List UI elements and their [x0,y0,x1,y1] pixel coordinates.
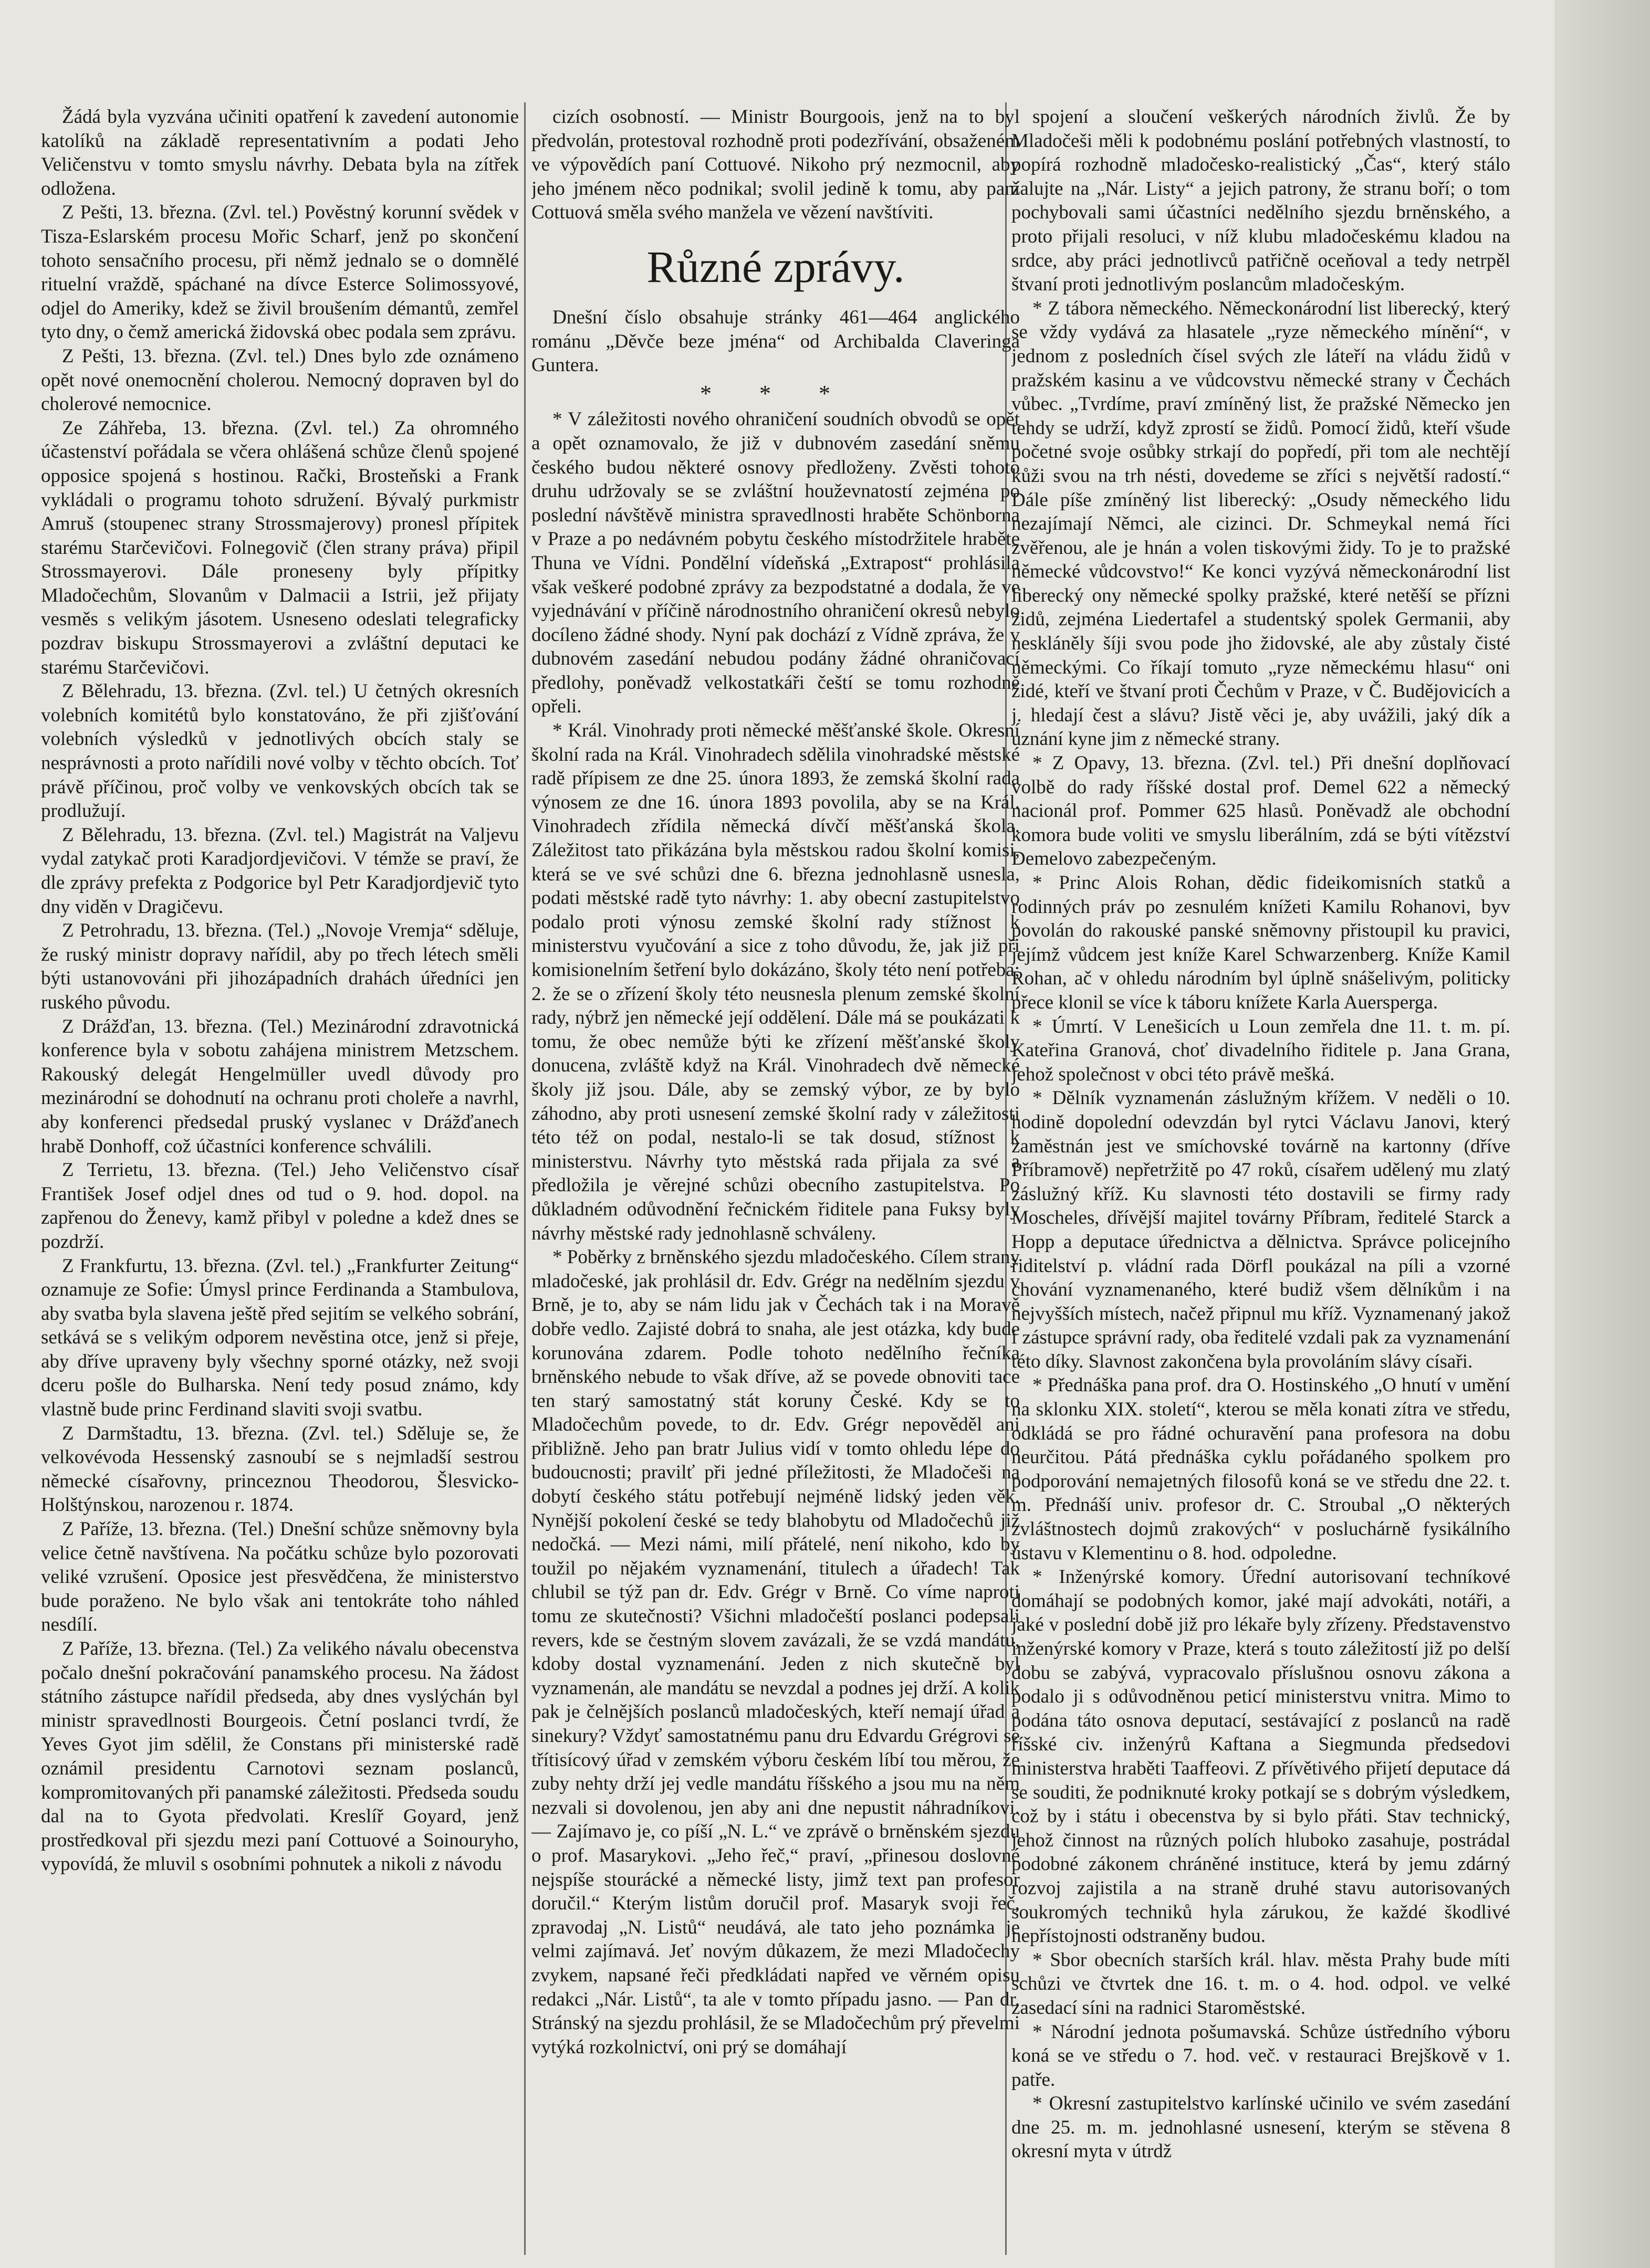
article-paragraph: * Král. Vinohrady proti německé měšťanské škole. Okresní školní rada na Král. Vinohradech sdělila vinohradské městské radě přípisem ze dne 25. února 1893, že zemská školní rada výnosem ze dne 16. února 1893 povolila, aby se na Král. Vinohradech zřídila německá dívčí měšťanská škola. Záležitost tato přikázána byla městskou radou školní komisi, která se ve své schůzi dne 6. března jednohlasně usnesla, podati městské radě tyto návrhy: 1. aby obecní zastupitelstvo podalo proti výnosu zemské školní rady stížnost k ministerstvu vyučování a sice z toho důvodu, že, jak již při komisionelním šetření bylo dokázáno, školy této není potřeba; 2. že se o zřízení školy této neusnesla plenum zemské školní rady, nýbrž jen německé její oddělení. Dále má se poukázati k tomu, že obec nemůže býti ke zřízení měšťanské školy donucena, zvláště když na Král. Vinohradech dvě německé školy již jsou. Dále, aby se zemský výbor, ze by bylo záhodno, aby proti usnesení zemské školní rady v záležitosti této též on podal, nestalo-li se tak dosud, stížnost k ministerstvu. Návrhy tyto městská rada přijala za své a předložila je věrejné schůzi obecního zastupitelstva. Po důkladném odůvodnění řečnickém řiditele pana Fuksy byly návrhy městské rady jednohlasně schváleny. [531,720,1020,1244]
article-paragraph: Z Drážďan, 13. března. (Tel.) Mezinárodní zdravotnická konference byla v sobotu zahájena ministrem Metzschem. Rakouský delegát Hengelmüller uvedl důvody pro mezinárodní se dohodnutí na ochranu proti choleře a navrhl, aby konferenci předsedal pruský vyslanec v Drážďanech hrabě Donhoff, což účastníci konference schválili. [41,1015,519,1157]
article-paragraph: * Princ Alois Rohan, dědic fideikomisních statků a rodinných práv po zesnulém knížeti Kamilu Rohanovi, byv povolán do rakouské panské sněmovny přistoupil ku pravici, jejímž vůdcem jest kníže Karel Schwarzenberg. Kníže Kamil Rohan, ač v ohledu národním byl úplně snášelivým, politicky přece klonil se více k táboru knížete Karla Auersperga. [1011,872,1510,1013]
paper-edge [1554,0,1650,2268]
article-paragraph: * Přednáška pana prof. dra O. Hostinského „O hnutí v umění na sklonku XIX. století“, kterou se měla konati zítra ve středu, odkládá se pro řádné ochuravění pana profesora na dobu neurčitou. Pátá přednáška cyklu pořádaného spolkem pro podporování nemajetných filosofů koná se ve středu dne 22. t. m. Přednáší univ. profesor dr. C. Stroubal „O některých zvláštnostech dojmů zrakových“ v posluchárně fysikálního ústavu v Klementinu o 8. hod. odpoledne. [1011,1374,1510,1564]
article-paragraph: * Z tábora německého. Německonárodní list liberecký, který se vždy vydává za hlasatele „ryze německého mínění“, v jednom z posledních čísel svých zle láteří na vládu židů v pražském kasinu a ve vůdcovstvu německé strany v Čechách vůbec. „Tvrdíme, praví zmíněný list, že pražské Německo jen tehdy se udrží, když zprostí se židů. Pomocí židů, kteří všude početné svoje osůbky strkají do popředí, při tom ale nechtějí kůži svou na trh nésti, dovedeme se zříci s největší radostí.“ Dále píše zmíněný list liberecký: „Osudy německého lidu nezajímají Němci, ale cizinci. Dr. Schmeykal nemá říci zvěřenou, ale je hnán a volen tiskovými židy. To je to pražské německé vůdcovstvo!“ Ke konci vyzývá německonárodní list liberecký ony německé spolky pražské, které netěší se přízni židů, zejména Liedertafel a studentský spolek Germanii, aby neskláněly šíji svou pode jho židovské, ale aby zůstaly čisté německými. Co říkají tomuto „ryze německému hlasu“ oni židé, kteří ve štvaní proti Čechům v Praze, v Č. Budějovicích a j. hledají čest a slávu? Jistě věci je, aby uvážili, jaký dík a uznání kyne jim z německé strany. [1011,297,1510,750]
column-rule-left [524,102,526,2255]
article-paragraph: Z Frankfurtu, 13. března. (Zvl. tel.) „Frankfurter Zeitung“ oznamuje ze Sofie: Úmysl prince Ferdinanda a Stambulova, aby svatba byla slavena ještě před sejitím se velkého sobrání, setkává se s velikým odporem nevěstina otce, jenž si přeje, aby dříve upraveny byly všechny sporné otázky, než svoji dceru pošle do Bulharska. Není tedy posud známo, kdy vlastně bude princ Ferdinand slaviti svoji svatbu. [41,1255,519,1421]
article-paragraph: * Sbor obecních starších král. hlav. města Prahy bude míti schůzi ve čtvrtek dne 16. t. m. o 4. hod. odpol. ve velké zasedací síni na radnici Staroměstské. [1011,1949,1510,2019]
article-paragraph: Z Bělehradu, 13. března. (Zvl. tel.) Magistrát na Valjevu vydal zatykač proti Karadjordjevičovi. V témže se praví, že dle zprávy prefekta z Podgorice byl Petr Karadjordjevič tyto dny viděn v Dragičevu. [41,824,519,918]
article-paragraph: cizích osobností. — Ministr Bourgoois, jenž na to byl předvolán, protestoval rozhodně proti podezřívání, obsaženém ve výpovědích paní Cottuové. Nikoho prý nezmocnil, aby jeho jménem něco podnikal; svolil jedině k tomu, aby paní Cottuová směla svého manžela ve vězení navštíviti. [531,106,1020,224]
article-paragraph: Z Paříže, 13. března. (Tel.) Za velikého návalu obecenstva počalo dnešní pokračování panamského procesu. Na žádost státního zástupce nařídil předseda, aby dnes vyslýchán byl ministr spravedlnosti Bourgeois. Četní poslanci tvrdí, že Yeves Gyot jim sdělil, že Constans při ministerské radě oznámil presidentu Carnotovi seznam poslanců, kompromitovaných při panamské záležitosti. Předseda soudu dal na to Gyota předvolati. Kreslíř Goyard, jenž prostředkoval při sjezdu mezi paní Cottuové a Soinouryho, vypovídá, že mluvil s osobními pohnutek a nikoli z návodu [41,1638,519,1875]
article-paragraph: Z Petrohradu, 13. března. (Tel.) „Novoje Vremja“ sděluje, že ruský ministr dopravy nařídil, aby po třech létech směli býti ustanovováni při jihozápadních drahách úředníci jen ruského původu. [41,920,519,1013]
article-paragraph: * Z Opavy, 13. března. (Zvl. tel.) Při dnešní doplňovací volbě do rady říšské dostal prof. Demel 622 a německý nacionál prof. Pommer 625 hlasů. Poněvadž ale obchodní komora bude voliti ve smyslu liberálním, zdá se býti vítězství Demelovo zabezpečeným. [1011,752,1510,870]
article-paragraph: Z Paříže, 13. března. (Tel.) Dnešní schůze sněmovny byla velice četně navštívena. Na počátku schůze bylo pozorovati veliké vzrušení. Oposice jest přesvědčena, že ministerstvo bude poraženo. Ne bylo však ani tentokráte toho náhled nesdílí. [41,1518,519,1636]
article-paragraph: Z Pešti, 13. března. (Zvl. tel.) Dnes bylo zde oznámeno opět nové onemocnění cholerou. Nemocný dopraven byl do cholerové nemocnice. [41,345,519,415]
issue-note: Dnešní číslo obsahuje stránky 461—464 anglického románu „Děvče beze jména“ od Archibalda Claveringa Guntera. [531,306,1020,376]
column-left [41,105,519,2252]
article-paragraph: * Národní jednota pošumavská. Schůze ústředního výboru koná se ve středu o 7. hod. več. v restauraci Brejškově v 1. patře. [1011,2021,1510,2091]
article-paragraph: Z Terrietu, 13. března. (Tel.) Jeho Veličenstvo císař František Josef odjel dnes od tud o 9. hod. dopol. na zapřenou do Ženevy, kamž přibyl v poledne a kdež dnes se pozdrží. [41,1159,519,1253]
article-paragraph: * V záležitosti nového ohraničení soudních obvodů se opět a opět oznamovalo, že již v dubnovém zasedání sněmu českého budou některé osnovy předloženy. Zvěsti tohoto druhu udržovaly se se zvláštní houževnatostí zejména po poslední návštěvě ministra spravedlnosti hraběte Schönborna v Praze a po nedávném pobytu českého místodržitele hraběte Thuna ve Vídni. Pondělní vídeňská „Extrapost“ prohlásila však veškeré podobné zprávy za bezpodstatné a dodala, že ve vyjednávání v příčině národnostního ohraničení okresů nebylo docíleno žádné shody. Nyní pak dochází z Vídně zpráva, že v dubnovém zasedání nebudou podány žádné ohraničovací předlohy, poněvadž velkostatkáři čeští se tomu rozhodně opřeli. [531,408,1020,718]
article-paragraph: Ze Záhřeba, 13. března. (Zvl. tel.) Za ohromného účastenství pořádala se včera ohlášená schůze členů spojené opposice spojená s hostinou. Rački, Brosteňski a Frank vykládali o programu tohoto sdružení. Bývalý purkmistr Amruš (stoupenec strany Strossmajerovy) pronesl přípitek starému Starčevičovi. Folnegovič (člen strany práva) připil Strossmayerovi. Dále proneseny byly přípitky Mladočechům, Slovanům v Dalmacii a Istrii, jež přijaty vesměs s velikým jásotem. Usneseno odeslati telegraficky pozdrav biskupu Strossmayerovi a zvláštní deputaci ke starému Starčevičovi. [41,417,519,678]
section-separator-stars: * * * [700,380,851,406]
article-paragraph: * Poběrky z brněnského sjezdu mladočeského. Cílem strany mladočeské, jak prohlásil dr. Edv. Grégr na nedělním sjezdu v Brně, je to, aby se nám lidu jak v Čechách tak i na Moravě dobře vedlo. Zajisté dobrá to snaha, ale jest otázka, kdy bude korunována zdarem. Podle tohoto nedělního řečníka brněnského nebude to však dříve, až se povede obnoviti tace ten starý samostatný stát koruny České. Kdy se to Mladočechům povede, to dr. Edv. Grégr nepověděl ani přibližně. Jeho pan bratr Julius vidí v tomto ohledu lépe do budoucnosti; pravilť při jedné příležitosti, že Mladočeši na dobytí českého státu potřebují nejméně lidský jeden věk. Nynější pokolení české se tedy blahobytu od Mladočechů již nedočká. — Mezi námi, milí přátelé, není nikoho, kdo by toužil po nějakém vyznamenání, titulech a úřadech! Tak chlubil se týž pan dr. Edv. Grégr v Brně. Co víme naproti tomu ze skutečnosti? Všichni mladočeští poslanci podepsali revers, kde se čestným slovem zavázali, že se vzdá mandátu, kdoby dostal vyznamenání. Jeden z nich skutečně byl vyznamenán, ale mandátu se nevzdal a podnes jej drží. A kolik pak je čelnějších poslanců mladočeských, kteří nemají úřad a sinekury? Vždyť samostatnému panu dru Edvardu Grégrovi se třítisícový úřad v zemském výboru českém líbí tou měrou, že zuby nehty drží jej vedle mandátu říšského a jsou mu na něm nezvali si dovolenou, jen aby ani dne nepustit náhradníkovi. — Zajímavo je, co píší „N. L.“ ve zprávě o brněnském sjezdu o prof. Masarykovi. „Jeho řeč,“ praví, „přinesou doslovné nejspíše stourácké a německé listy, jimž text pan profesor doručil.“ Kterým listům doručil prof. Masaryk svoji řeč, zpravodaj „N. Listů“ neudává, ale tato jeho poznámka je velmi zajímavá. Jeť novým důkazem, že mezi Mladočechy zvykem, napsané řeči předkládati napřed ve věrném opisu redakci „Nár. Listů“, ta ale v tomto případu jasno. — Pan dr. Stránský na sjezdu prohlásil, že se Mladočechům prý převelmi vytýká rozkolnictví, oni prý se domáhají [531,1246,1020,2058]
article-paragraph: spojení a sloučení veškerých národních živlů. Že by Mladočeši měli k podobnému poslání potřebných vlastností, to popírá rozhodně mladočesko-realistický „Čas“, který stálo žalujte na „Nár. Listy“ a jejich patrony, že stranu boří; o tom pochybovali sami účastníci nedělního sjezdu brněnského, a proto přijali resoluci, v níž klubu mladočeskému kladou na srdce, aby práci jednotlivců patřičně oceňoval a tedy netrpěl štvaní proti jednotlivým poslancům mladočeským. [1011,106,1510,296]
section-heading: Různé zprávy. [646,241,905,292]
article-paragraph: Z Pešti, 13. března. (Zvl. tel.) Pověstný korunní svědek v Tisza-Eslarském procesu Mořic Scharf, jenž po skončení tohoto sensačního procesu, při němž jednalo se o domnělé rituelní vraždě, spáchané na dívce Esterce Solimossyové, odjel do Ameriky, kdež se živil broušením démantů, zemřel tyto dny, o čemž americká židovská obec podala sem zprávu. [41,202,519,343]
column-middle [531,105,1020,2252]
column-right [1011,105,1510,2252]
article-paragraph: * Úmrtí. V Lenešicích u Loun zemřela dne 11. t. m. pí. Kateřina Granová, choť divadelního řiditele p. Jana Grana, jehož společnost v obci této právě mešká. [1011,1015,1510,1085]
article-paragraph: * Inženýrské komory. Úřední autorisovaní techníkové domáhají se podobných komor, jaké mají advokáti, notáři, a jaké v poslední době již pro lékaře byly zřízeny. Představenstvo inženýrské komory v Praze, která s touto záležitostí již po delší dobu se zabývá, vypracovalo příslušnou osnovu zákona a podalo ji s odůvodněnou peticí ministerstvu vnitra. Mimo to podána táto osnova deputací, sestávající z poslanců na radě říšské civ. inženýrů Kaftana a Siegmunda předsedovi ministerstva hraběti Taaffeovi. Z přívětivého přijetí deputace dá se souditi, že podniknuté kroky potkají se s dobrým výsledkem, což by i státu i obecenstva by si bylo přáti. Stav technický, jehož činnost na různých polích hluboko zasahuje, postrádal podobné zákonem chráněné instituce, která by jemu zdárný rozvoj zajistila a na straně druhé stavu autorisovaných soukromých techniků hyla zárukou, že každé škodlivé nepřístojnosti odstraněny budou. [1011,1566,1510,1947]
article-paragraph: Z Bělehradu, 13. března. (Zvl. tel.) U četných okresních volebních komitétů bylo konstatováno, že při zjišťování volebních výsledků v jednotlivých obcích staly se nesprávnosti a proto nařídili nové volby v těchto obcích. Toť právě příčinou, proč volby ve venkovských obcích tak se prodlužují. [41,680,519,822]
article-paragraph: * Okresní zastupitelstvo karlínské učinilo ve svém zasedání dne 25. m. m. jednohlasné usnesení, kterým se stěvena 8 okresní myta v útrdž [1011,2093,1510,2162]
article-paragraph: * Dělník vyznamenán záslužným křížem. V neděli o 10. hodině dopolední odevzdán byl rytci Václavu Janovi, který zaměstnán jest ve smíchovské továrně na kartonny (dříve Příbramově) nepřetržitě po 47 roků, císařem udělený mu zlatý záslužný kříž. Ku slavnosti této dostavili se firmy rady Moscheles, dřívější majitel továrny Příbram, ředitelé Starck a Hopp a deputace úřednictva a dělnictva. Správce policejního řiditelství p. vládní rada Dörfl poukázal na píli a vzorné chování vyznamenaného, které budiž všem dělníkům i na nejvyšších místech, načež připnul mu kříž. Vyznamenaný jakož i zástupce správní rady, oba ředitelé vzdali pak za vyznamenání této díky. Slavnost zakončena byla provoláním slávy císaři. [1011,1087,1510,1372]
article-paragraph: Z Darmštadtu, 13. března. (Zvl. tel.) Sděluje se, že velkovévoda Hessenský zasnoubí se s nejmladší sestrou německé císařovny, princeznou Theodorou, Šlesvicko-Holštýnskou, narozenou r. 1874. [41,1422,519,1516]
article-paragraph: Žádá byla vyzvána učiniti opatření k zavedení autonomie katolíků na základě representativním a podati Jeho Veličenstvu v tomto smyslu návrhy. Debata byla na zítřek odložena. [41,106,519,200]
